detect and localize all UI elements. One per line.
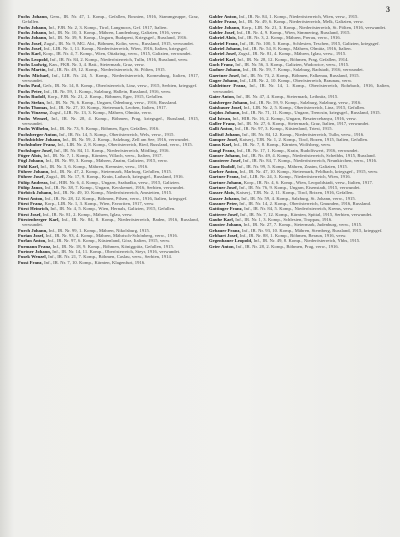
entry-name: Gager Johann, [209, 78, 239, 84]
entry-name: Gatterer Josef, [209, 211, 239, 217]
entry-name: Fühl Karl, [18, 163, 40, 169]
entry-details: Inf., IR. Nr. 7, 8. Komp., Kärnten, Wolfsberg, verw. [233, 142, 332, 148]
entry-name: Gabler Franz, [209, 19, 238, 25]
entry-name: Fuchsbichler Johann, [18, 136, 62, 142]
entry-details: Inf., IR. Nr. 47, 4. Komp., Steiermark, Leibnitz, 1915. [236, 94, 339, 100]
entry-name: Fuchs Martin, [18, 67, 47, 73]
entry-details: Inf., IR. Nr. 27, 6. Komp., Steiermark, Graz, Italien, 1917, verwundet. [237, 120, 370, 126]
entry-details: Inf., IR. Nr. 84, 5. Komp., Niederösterreich, Krems, verw. [244, 206, 354, 212]
entry-details: Zugsf., LIR. Nr. 13, 3. Komp., Mähren, Olmütz, verw. [49, 110, 152, 116]
entry-name: Fuchs Rudolf, [18, 94, 47, 100]
entry-name: Gabriel Johann, [209, 46, 242, 52]
entry-name: Furtner Johann, [18, 249, 52, 255]
entry-name: Gartner Johann, [209, 179, 243, 185]
entry-details: Korp., FJB. Nr. 21, 2. Komp., Böhmen, Eger, 1915, Gefallen. [47, 94, 164, 100]
entry-details: Inf., IR. Nr. 99, 1. Komp., Mähren, Nikolsburg, 1915. [48, 227, 151, 233]
entry-details: Inf., IR. Nr. 97, 3. Komp., Küstenland, Triest, 1915. [234, 126, 333, 132]
entry-details: Inf., HIR. Nr. 16, 2. Komp., Ungarn, Besztercebanya, 1916, verw. [232, 115, 357, 121]
entry-name: Fuchs Wilhelm, [18, 126, 50, 132]
entry-name: Gaisbauer Josef, [209, 104, 243, 110]
entry-name: Fuchsluger Josef, [18, 147, 53, 153]
entry-details: Inf., IR. Nr. 38, 7. Komp., Ungarn, Kecskemet, 1916, Serbien, verwundet. [44, 185, 185, 190]
list-entry [18, 14, 199, 25]
entry-name: Gaisberger Johann, [209, 99, 249, 105]
entry-name: Fussi Franz, [18, 259, 43, 265]
entry-details: Inf., LIR. Nr. 2, 5. Komp., Oberösterreich, Linz, 1915, Gefallen. [243, 104, 366, 110]
entry-name: Gasser Alois, [209, 190, 236, 196]
entry-details: Zugsf., IR. Nr. 81, 4. Komp., Mähren, Iglau, verw., 1915. [238, 51, 347, 57]
entry-details: Inf., IR. Nr. 28, 12. Komp., Böhmen, Prag, Gefallen, 1914. [237, 56, 349, 62]
entry-name: Galli Anton, [209, 126, 234, 132]
entry-name: Fuchsberger Anton, [18, 131, 58, 137]
entry-name: Gaertner Josef, [209, 72, 241, 78]
entry-details: Inf., IR. Nr. 84, 2. Komp., Niederösterreich, Tulln, 1916, Russland, verw. [50, 56, 189, 62]
entry-details: Inf., IR. Nr. 71, 11. Komp., Ungarn, Trencsin, kriegsgef., Russland, 1915. [241, 110, 381, 116]
entry-details: Inf., IR. Nr. 17, 1. Komp., Krain, Rudolfswert, 1916, verwundet. [236, 147, 359, 153]
entry-details: Zugsf., IR. Nr. 9, MG. Abt., Böhmen, Kolin, verw., Russland, 1915, verwundet. [43, 40, 195, 46]
entry-details: Inf., IR. Nr. 49, 12. Komp., Niederösterreich, St. Pölten, 1915. [47, 67, 166, 73]
entry-details: Inf., IR. Nr. 14, 5. Komp., Oberösterreich, Wels, verw., 1915. [59, 131, 175, 137]
entry-name: Furmann Franz, [18, 243, 52, 249]
entry-details: Korp., LIR. Nr. 1, 3. Komp., Wien, Favoriten, 1917, verw. [44, 201, 155, 207]
entry-name: Fuchs Peter, [18, 88, 43, 94]
entry-details: Inf., IR. Nr. 59, 4. Komp., Salzburg, St. Johann, verw., 1915. [241, 195, 356, 201]
entry-name: Furlan Anton, [18, 238, 47, 244]
entry-details: Inf., IR. Nr. 99, 3. Komp., Mähren, Znaim, Galizien, 1915, verw. [45, 158, 169, 164]
entry-details: Inf., IR. Nr. 7, 10. Komp., Kärnten, Klagenfurt, 1916. [44, 259, 146, 265]
entry-details: Inf., IR. Nr. 47, 10. Komp., Steiermark, Feldbach, kriegsgef., 1915, verw. [239, 168, 379, 174]
entry-details: Inf., IR. Nr. 27, 7. Komp., Steiermark, Judenburg, verw., 1915. [243, 222, 363, 228]
entry-name: Gebhart Josef, [209, 233, 239, 239]
entry-name: Gabriel Josef, [209, 51, 238, 57]
entry-details: Inf., IR. Nr. 88, 1. Komp., Böhmen, Beraun, 1916, verw. [239, 233, 347, 239]
entry-details: Inf., IR. Nr. 7, 1. Komp., Kärnten, Villach, verw., Italien, 1917. [43, 152, 163, 158]
entry-details: Inf., IR. Nr. 39, 9. Komp., Ungarn, Budapest, Kriegsgef., Russland, 1916. [48, 35, 188, 41]
entry-details: Kaiserj., TJR. Nr. 1, 2. Komp., Tirol, Bozen, 1915, Italien, Gefallen. [239, 136, 369, 142]
entry-name: Fuchs Thomas, [18, 104, 49, 110]
entry-name: Furch Johann, [18, 227, 48, 233]
entry-details: Inf., IR. Nr. 49, 6. Komp., Niederösterreich, Melk, Galizien, verw. [238, 19, 364, 25]
entry-details: Inf., HIR. Nr. 6, 4. Komp., Ungarn, Szabadka, verw., 1915, Galizien. [49, 179, 180, 185]
entry-name: Ganser Johann, [209, 152, 241, 158]
entry-name: Gabriel Alois, [209, 35, 237, 41]
entry-details: Inf., IR. Nr. 18, 9. Komp., Böhmen, Königgrätz, Gefallen, 1915. [52, 243, 174, 249]
page-number: 3 [386, 5, 390, 14]
entry-details: Inf., IR. Nr. 84, 11. Komp., Niederösterreich, Mödling, 1916. [54, 147, 170, 153]
entry-name: Gegenbauer Leopold, [209, 238, 253, 244]
entry-name: Fuchs Vinzenz, [18, 110, 49, 116]
entry-details: Inf., LIR. Nr. 24, 3. Komp., Niederösterreich, Wien, 1916. [240, 174, 351, 180]
entry-name: Fuchs Johann, [18, 14, 49, 19]
entry-name: Fuchshuber Franz, [18, 142, 57, 148]
entry-name: Fürstenberger Karl, [18, 217, 60, 223]
entry-details: Inf., IR. Nr. 97, 6. Komp., Küstenland, Görz, Italien, 1915, verw. [47, 238, 171, 244]
entry-details: Inf., IR. Nr. 84, 1. Komp., Niederösterreich, Wien, verw., 1915. [238, 14, 359, 19]
entry-name: Gangl Franz, [209, 147, 236, 153]
entry-name: Garber Anton, [209, 168, 239, 174]
entry-details: Kan., FKR. Nr. 3, 4. Batt., Steiermark, Graz, verw. [48, 62, 145, 68]
entry-name: Fülöp Andreas, [18, 179, 49, 185]
entry-name: Furian Josef, [18, 233, 45, 239]
entry-details: Inf., IR. Nr. 49, 4. Komp., Niederösterreich, Scheibbs, 1915, Russland. [241, 152, 376, 158]
entry-name: Geier Anton, [209, 243, 235, 249]
entry-name: Fügl Johann, [18, 158, 45, 164]
entry-details: Inf., IR. Nr. 81, 2. Komp., Mähren, Iglau, verw. [42, 211, 133, 217]
entry-name: Gadner Johann, [209, 67, 242, 73]
list-entry [209, 83, 390, 94]
entry-name: Führer Johann, [18, 168, 50, 174]
entry-details: Inf., IR. Nr. 73, 9. Komp., Böhmen, Eger, Gefallen, 1916. [50, 126, 160, 132]
entry-details: Inf., IR. Nr. 59, 7. Komp., Salzburg, Radstadt, 1916, verwundet. [242, 67, 364, 73]
left-column [18, 14, 199, 537]
entry-details: Inf., IR. Nr. 4, 5. Komp., Wien, Hernals, Galizien, 1915, Gefallen. [50, 206, 176, 212]
entry-name: Gamper Josef, [209, 136, 239, 142]
entry-name: Fuchs Johann, [18, 24, 48, 30]
entry-name: Führer Josef, [18, 174, 45, 180]
entry-name: Fuchs Wenzel, [18, 115, 49, 121]
entry-name: Fuchs Stefan, [18, 99, 46, 105]
entry-name: Gattinger Franz, [209, 206, 243, 212]
list-entry [18, 260, 199, 265]
entry-name: Gach Franz, [209, 62, 235, 68]
entry-name: Gaube Karl, [209, 217, 235, 223]
list-entry [18, 116, 199, 127]
entry-details: Korp., LIR. Nr. 21, 3. Komp., Niederösterreich, St. Pölten, 1916, verwundet. [241, 24, 387, 30]
entry-name: Fuchs Johann, [18, 35, 48, 41]
entry-name: Gajdos Johann, [209, 110, 241, 116]
entry-details: Inf., IR. Nr. 28, 12. Komp., Böhmen, Pilsen, verw., 1916, Italien, kriegsgef. [44, 195, 188, 201]
entry-name: Fuchs Paul, [18, 83, 42, 89]
entry-details: Inf., IR. Nr. 73, 2. Komp., Böhmen, Falkenau, Russland, 1915. [241, 72, 360, 78]
entry-name: Gasser Johann, [209, 195, 240, 201]
entry-details: Inf., IR. Nr. 28, 4. Komp., Böhmen, Prag, kriegsgef., Russland, 1915, verwundet. [22, 115, 199, 126]
entry-details: Inf., IR. Nr. 10, 3. Komp., Mähren, Lundenburg, Galizien, 1916, verw. [48, 30, 182, 36]
entry-details: Inf., IR. Nr. 76, 9. Komp., Ungarn, Eisenstadt, 1915, verwundet. [239, 185, 361, 190]
entry-name: Gabler Anton, [209, 14, 238, 19]
entry-name: Fuchs Josef, [18, 46, 43, 52]
entry-name: Gebauer Franz, [209, 227, 241, 233]
entry-details: Inf., IR. Nr. 7, 12. Komp., Kärnten, Spittal, 1915, Serbien, verwundet. [240, 211, 373, 217]
entry-details: Inf., IR. Nr. 93, 4. Komp., Mähren, Mährisch-Schönberg, verw., 1916. [45, 233, 179, 239]
entry-details: Inf., IR. Nr. 27, 10. Komp., Steiermark, Leoben, Italien, 1917. [49, 104, 167, 110]
entry-name: Fuchs Josef, [18, 40, 43, 46]
entry-details: Inf., IR. Nr. 99, 5. Komp., Mähren, Znaim, Galizien, 1915. [237, 163, 349, 169]
entry-name: Fürst Josef, [18, 211, 42, 217]
entry-details: Inf., IR. Nr. 84, 12. Komp., Niederösterreich, Tulln, verw., 1916. [242, 131, 365, 137]
entry-name: Gansterer Josef, [209, 158, 242, 164]
entry-name: Fülöp Janos, [18, 185, 44, 190]
entry-name: Ganz Rudolf, [209, 163, 236, 169]
entry-details: Inf., IR. Nr. 56, 3. Komp., Galizien, Wadowice, verw., 1915. [235, 62, 350, 68]
columns [18, 14, 390, 537]
entry-name: Fuchs Karl, [18, 51, 42, 57]
entry-name: Fuchs Michael, [18, 72, 50, 78]
entry-name: Gartner Josef, [209, 185, 238, 190]
entry-details: Inf., LIR. Nr. 24, 5. Komp., Niederösterreich, Korneuburg, Italien, 1917, verwundet. [22, 72, 199, 84]
entry-name: Gabriel Karl, [209, 56, 237, 62]
entry-name: Gal Istvan, [209, 115, 232, 121]
entry-details: Inf., IR. Nr. 4, 9. Komp., Wien, Simmering, Russland, 1915. [236, 30, 351, 36]
entry-name: Fürböck Johann, [18, 190, 53, 196]
entry-details: Inf., LIR. Nr. 1, 11. Komp., Niederösterreich, Wien, 1916, Italien, kriegsgef. [43, 46, 188, 52]
entry-name: Gauster Johann, [209, 222, 243, 228]
entry-details: Gefr., IR. Nr. 14, 8. Komp., Oberösterreich, Linz, verw., 1915, Serbien, kriegsgef. [42, 83, 198, 89]
entry-details: Zugsf., IR. Nr. 17, 9. Komp., Krain, Laibach, kriegsgef., Russland, 1916. [45, 174, 184, 180]
entry-details: Inf., LIR. Nr. 2, 10. Komp., Oberösterreich, Braunau, verw. [239, 78, 353, 84]
entry-name: Fuchs Ludwig, [18, 62, 48, 68]
entry-name: Gabler Josef, [209, 30, 236, 36]
entry-name: Fuchs Leopold, [18, 56, 49, 62]
entry-name: Füger Alois, [18, 152, 43, 158]
entry-details: Inf., IR. Nr. 1, 3. Komp., Schlesien, Troppau, 1916. [235, 217, 333, 223]
entry-details: Inf., IR. Nr. 14, 1. Komp., Oberösterreich, Rohrbach, 1916, Italien, verwundet. [213, 83, 390, 94]
entry-name: Gahleitner Franz, [209, 83, 247, 89]
entry-name: Gassner Peter, [209, 201, 239, 207]
entry-details: Inf., IR. Nr. 14, 2. Komp., Oberösterreich, Gmunden, 1916, Russland. [239, 201, 372, 207]
entry-details: Inf., IR. Nr. 47, 2. Komp., Steiermark, Marburg, Gefallen, 1915. [50, 168, 173, 174]
entry-details: Inf., FJB. Nr. 2, 3. Komp., Tirol, Langmoos, Gef. 1917, Italien. [48, 24, 168, 30]
entry-name: Fürst Franz, [18, 201, 44, 207]
entry-name: Fusek Wenzel, [18, 254, 47, 260]
entry-details: Inf., IR. Nr. 54, 8. Komp., Mähren, Olmütz, 1916, Italien. [242, 46, 352, 52]
entry-name: Gabler Johann, [209, 24, 241, 30]
entry-name: Gartner Franz, [209, 174, 240, 180]
list-entry [18, 73, 199, 84]
entry-details: Inf., IR. Nr. 100, 5. Komp., Schlesien, Teschen, 1915, Galizien, kriegsgef. [240, 40, 380, 46]
entry-name: Gallistl Johann, [209, 131, 241, 137]
entry-details: Inf., IR. Nr. 93, 10. Komp., Mähren, Sternberg, Russland, 1915, kriegsgef. [241, 227, 383, 233]
entry-details: Inf., IR. Nr. 28, 2. Komp., Böhmen, Prag, verw., 1916. [235, 243, 339, 249]
right-column [209, 14, 390, 537]
entry-details: Gem., IR. Nr. 47, 1. Komp., Gefallen, Bosnien, 1916, Stammgruppe, Graz, Gefallen. [22, 14, 199, 25]
entry-details: Korp., IR. Nr. 4, 7. Komp., Wien, Ottakring, verw., 1915, Galizien, verwundet. [42, 51, 192, 57]
list-entry [18, 217, 199, 228]
entry-details: Kaiserj., TJR. Nr. 2, 11. Komp., Tirol, Brixen, 1916, Gefallen. [236, 190, 354, 196]
entry-details: Inf., LIR. Nr. 2, 8. Komp., Oberösterreich, Ried, Russland, verw., 1915. [57, 142, 193, 148]
entry-details: Inf., IR. Nr. 76, 6. Komp., Ungarn, Ödenburg, verw., 1916, Russland. [46, 99, 178, 105]
entry-details: Korp., IR. Nr. 4, 6. Komp., Wien, Leopoldstadt, verw., Italien, 1917. [243, 179, 373, 185]
entry-name: Fürst Anton, [18, 195, 44, 201]
entry-details: Inf., IR. Nr. 14, 11. Komp., Oberösterreich, Steyr, 1916, verwundet. [52, 249, 181, 255]
entry-details: Inf., IR. Nr. 49, 10. Komp., Niederösterreich, Amstetten, 1915. [53, 190, 173, 196]
entry-name: Gaier Anton, [209, 94, 236, 100]
entry-name: Gams Karl, [209, 142, 233, 148]
entry-details: Inf., IR. Nr. 59, 9. Komp., Salzburg, Salzburg, verw., 1916. [249, 99, 362, 105]
entry-details: Inf., IR. Nr. 59, 2. Komp., Salzburg, Zell am See, 1916, verwundet. [62, 136, 190, 142]
entry-name: Galler Franz, [209, 120, 237, 126]
list-entry [209, 244, 390, 249]
entry-details: Inf., IR. Nr. 84, 7. Komp., Niederösterreich, Neunkirchen, verw., 1916. [242, 158, 378, 164]
entry-name: Fürst Heinrich, [18, 206, 50, 212]
entry-details: Inf., IR. Nr. 49, 8. Komp., Niederösterreich, Ybbs, 1915. [253, 238, 361, 244]
entry-details: Inf., IR. Nr. 3, 2. Komp., Mähren, Prerau, verw., 1916. [237, 35, 341, 41]
entry-name: Fuchs Johann, [18, 30, 48, 36]
entry-details: Inf., IR. Nr. 84, 8. Komp., Niederösterreich, Baden, 1916, Russland, verwundet. [22, 217, 199, 228]
entry-details: Inf., IR. Nr. 59, 1. Komp., Salzburg, Hallein, Russland, 1916, verw. [43, 88, 172, 94]
entry-name: Gabriel Franz, [209, 40, 239, 46]
entry-details: Inf., IR. Nr. 21, 7. Komp., Böhmen, Caslau, verw., Serbien, 1914. [48, 254, 173, 260]
entry-details: Inf., IR. Nr. 3, 6. Komp., Mähren, Kremsier, verw., 1916. [40, 163, 149, 169]
